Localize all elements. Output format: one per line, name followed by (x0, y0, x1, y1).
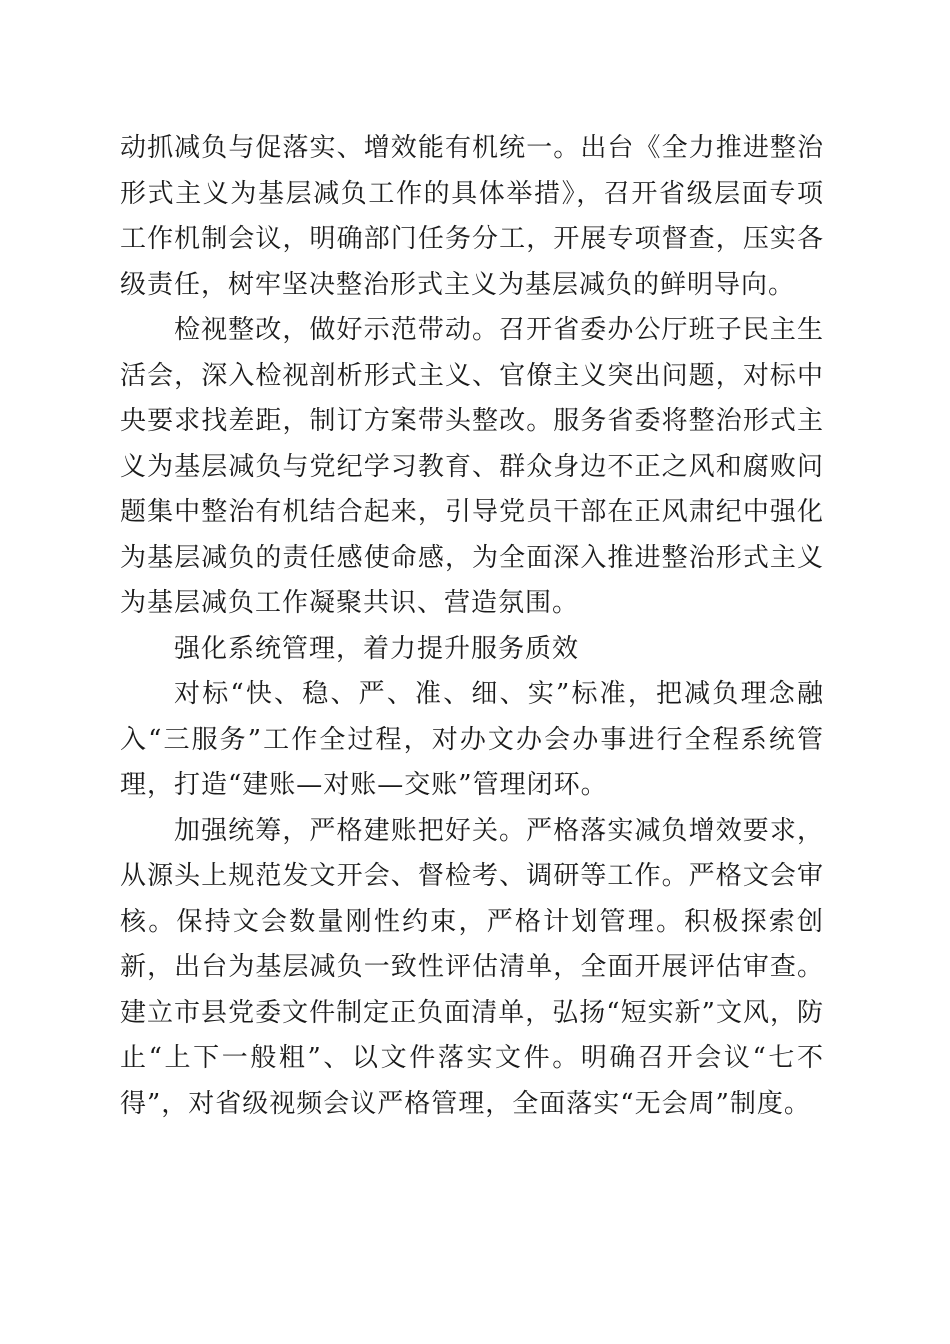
paragraph-3: 对标“快、稳、严、准、细、实”标准，把减负理念融入“三服务”工作全过程，对办文办会办事进行全程系统管理，打造“建账—对账—交账”管理闭环。 (120, 679, 824, 800)
paragraph-2: 检视整改，做好示范带动。召开省委办公厅班子民主生活会，深入检视剖析形式主义、官僚主义突出问题，对标中央要求找差距，制订方案带头整改。服务省委将整治形式主义为基层减负与党纪学习教育、群众身边不正之风和腐败问题集中整治有机结合起来，引导党员干部在正风肃纪中强化为基层减负的责任感使命感，为全面深入推进整治形式主义为基层减负工作凝聚共识、营造氛围。 (120, 315, 824, 618)
paragraph-1: 动抓减负与促落实、增效能有机统一。出台《全力推进整治形式主义为基层减负工作的具体举措》，召开省级层面专项工作机制会议，明确部门任务分工，开展专项督查，压实各级责任，树牢坚决整治形式主义为基层减负的鲜明导向。 (120, 133, 824, 300)
section-heading: 强化系统管理，着力提升服务质效 (174, 633, 580, 664)
paragraph-4: 加强统筹，严格建账把好关。严格落实减负增效要求，从源头上规范发文开会、督检考、调研等工作。严格文会审核。保持文会数量刚性约束，严格计划管理。积极探索创新，出台为基层减负一致性评估清单，全面开展评估审查。建立市县党委文件制定正负面清单，弘扬“短实新”文风，防止“上下一般粗”、以文件落实文件。明确召开会议“七不得”，对省级视频会议严格管理，全面落实“无会周”制度。 (120, 815, 824, 1119)
document-body (120, 126, 824, 1127)
